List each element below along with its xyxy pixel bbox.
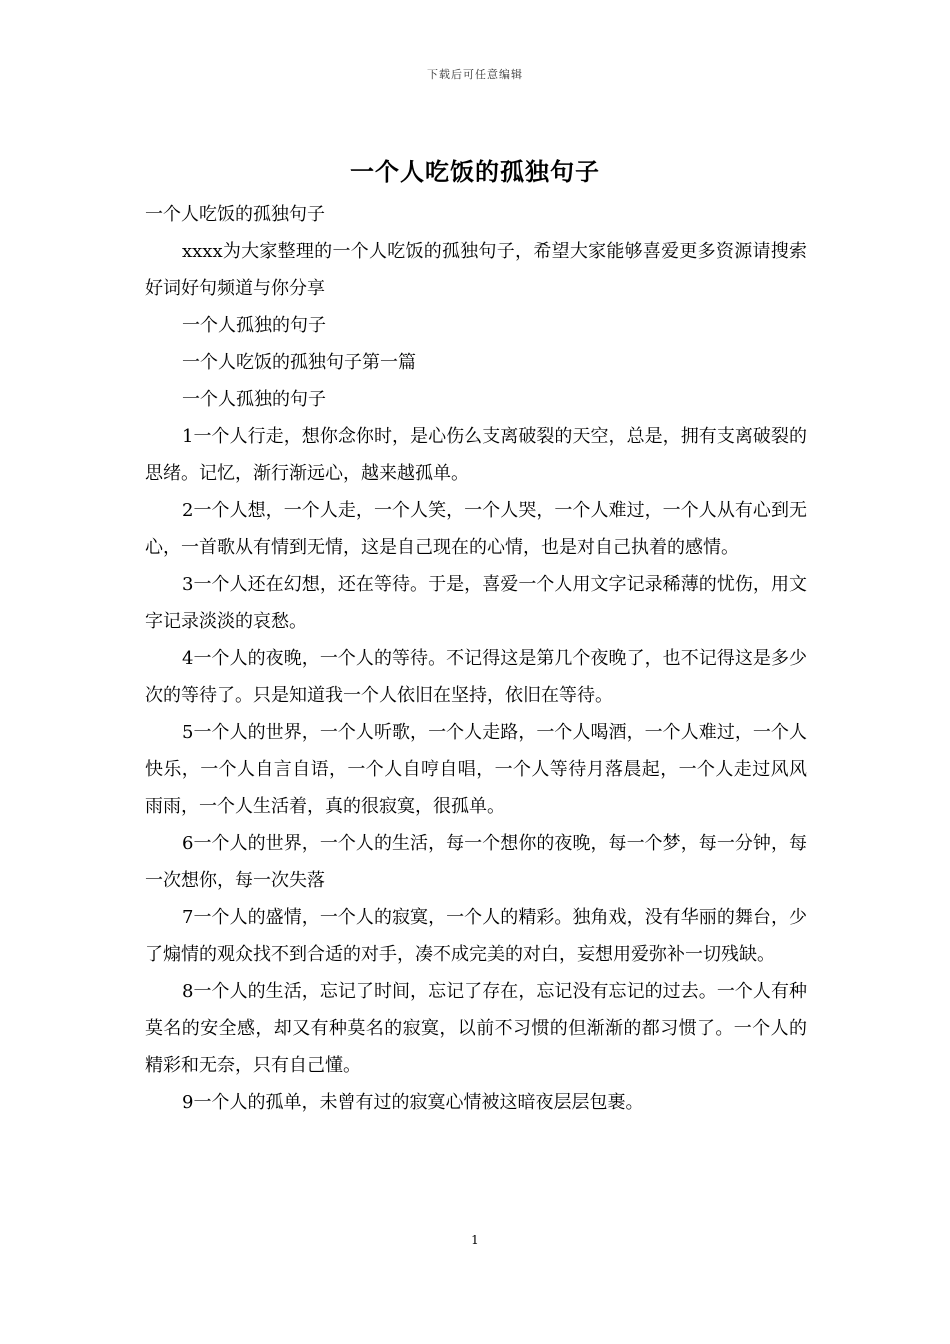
numbered-paragraph: 5一个人的世界，一个人听歌，一个人走路，一个人喝酒，一个人难过，一个人快乐，一个人自言自语，一个人自哼自唱，一个人等待月落晨起，一个人走过风风雨雨，一个人生活着，真的很寂寞，很孤单。: [145, 722, 807, 817]
section-heading: 一个人吃饭的孤独句子第一篇: [182, 352, 416, 373]
page-number: 1: [471, 1233, 479, 1247]
document-body: [145, 196, 807, 1121]
numbered-paragraph: 2一个人想，一个人走，一个人笑，一个人哭，一个人难过，一个人从有心到无心，一首歌从有情到无情，这是自己现在的心情，也是对自己执着的感情。: [145, 500, 807, 558]
section-heading: 一个人孤独的句子: [182, 389, 326, 410]
numbered-paragraph: 7一个人的盛情，一个人的寂寞，一个人的精彩。独角戏，没有华丽的舞台，少了煽情的观众找不到合适的对手，凑不成完美的对白，妄想用爱弥补一切残缺。: [145, 907, 807, 965]
intro-paragraph: xxxx为大家整理的一个人吃饭的孤独句子，希望大家能够喜爱更多资源请搜索好词好句频道与你分享: [145, 241, 807, 299]
numbered-paragraph: 6一个人的世界，一个人的生活，每一个想你的夜晚，每一个梦，每一分钟，每一次想你，每一次失落: [145, 833, 807, 891]
numbered-paragraph: 1一个人行走，想你念你时，是心伤么支离破裂的天空，总是，拥有支离破裂的思绪。记忆，渐行渐远心，越来越孤单。: [145, 426, 807, 484]
section-heading: 一个人孤独的句子: [182, 315, 326, 336]
numbered-paragraph: 9一个人的孤单，未曾有过的寂寞心情被这暗夜层层包裹。: [182, 1092, 644, 1113]
document-title: 一个人吃饭的孤独句子: [350, 157, 600, 186]
numbered-paragraph: 8一个人的生活，忘记了时间，忘记了存在，忘记没有忘记的过去。一个人有种莫名的安全感，却又有种莫名的寂寞，以前不习惯的但渐渐的都习惯了。一个人的精彩和无奈，只有自己懂。: [145, 981, 807, 1076]
numbered-paragraph: 4一个人的夜晚，一个人的等待。不记得这是第几个夜晚了，也不记得这是多少次的等待了。只是知道我一个人依旧在坚持，依旧在等待。: [145, 648, 807, 706]
subtitle-paragraph: 一个人吃饭的孤独句子: [145, 204, 325, 225]
numbered-paragraph: 3一个人还在幻想，还在等待。于是，喜爱一个人用文字记录稀薄的忧伤，用文字记录淡淡的哀愁。: [145, 574, 807, 632]
header-note: 下载后可任意编辑: [427, 68, 523, 81]
